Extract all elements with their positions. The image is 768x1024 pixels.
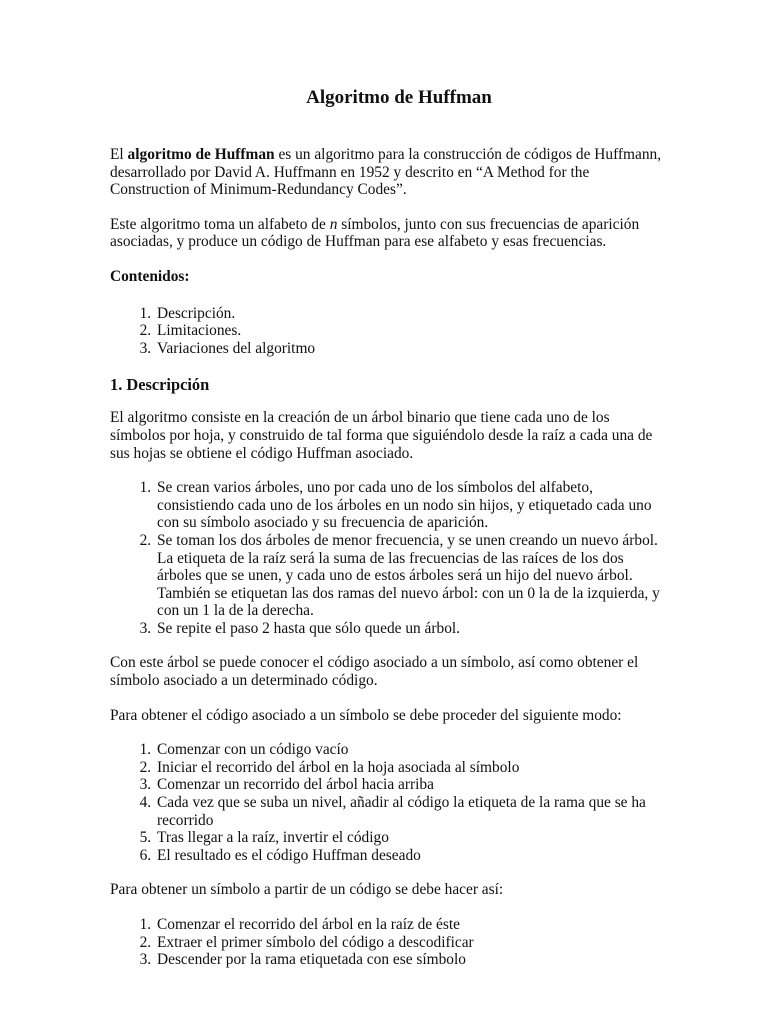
intro-p1-pre: El bbox=[110, 146, 128, 163]
decode-step: 2. Extraer el primer símbolo del código a descodificar bbox=[155, 934, 668, 952]
decode-step: 3. Descender por la rama etiquetada con ese símbolo bbox=[155, 951, 668, 969]
intro-paragraph-2 bbox=[110, 216, 668, 251]
intro-p2-post: símbolos, junto con sus frecuencias de aparición asociadas, y produce un código de Huffman para ese alfabeto y esas frecuencias. bbox=[110, 215, 640, 251]
encode-step: 3. Comenzar un recorrido del árbol hacia arriba bbox=[155, 776, 668, 794]
toc-item: 1. Descripción. bbox=[155, 305, 668, 323]
encode-step: 5. Tras llegar a la raíz, invertir el código bbox=[155, 829, 668, 847]
section1-paragraph-3: Para obtener el código asociado a un símbolo se debe proceder del siguiente modo: bbox=[110, 706, 622, 724]
algorithm-step: 3. Se repite el paso 2 hasta que sólo quede un árbol. bbox=[155, 620, 668, 638]
toc-list bbox=[110, 305, 668, 358]
toc-item: 2. Limitaciones. bbox=[155, 322, 668, 340]
encode-step: 2. Iniciar el recorrido del árbol en la hoja asociada al símbolo bbox=[155, 759, 668, 777]
section-heading-descripcion: 1. Descripción bbox=[110, 375, 210, 395]
toc-item: 3. Variaciones del algoritmo bbox=[155, 340, 668, 358]
decode-steps-list bbox=[110, 916, 668, 969]
algorithm-step: 2. Se toman los dos árboles de menor frecuencia, y se unen creando un nuevo árbol. La etiqueta de la raíz será la suma de las frecuencias de las raíces de los dos árboles que se unen, y cada uno de estos árboles será un hijo del nuevo árbol. También se etiquetan las dos ramas del nuevo árbol: con un 0 la de la izquierda, y con un 1 la de la derecha. bbox=[155, 532, 668, 620]
algorithm-steps-list bbox=[110, 479, 668, 637]
algorithm-step: 1. Se crean varios árboles, uno por cada uno de los símbolos del alfabeto, consistiendo cada uno de los árboles en un nodo sin hijos, y etiquetado cada uno con su símbolo asociado y su frecuencia de aparición. bbox=[155, 479, 668, 532]
document-title: Algoritmo de Huffman bbox=[306, 87, 492, 108]
intro-p1-bold: algoritmo de Huffman bbox=[127, 146, 275, 163]
section1-paragraph-2: Con este árbol se puede conocer el código asociado a un símbolo, así como obtener el símbolo asociado a un determinado código. bbox=[110, 654, 639, 690]
section1-paragraph-1: El algoritmo consiste en la creación de un árbol binario que tiene cada uno de los símbolos por hoja, y construido de tal forma que siguiéndolo desde la raíz a cada una de sus hojas se obtiene el código Huffman asociado. bbox=[110, 409, 653, 462]
section1-paragraph-4: Para obtener un símbolo a partir de un código se debe hacer así: bbox=[110, 881, 504, 899]
intro-paragraph-1 bbox=[110, 146, 668, 199]
encode-step: 1. Comenzar con un código vacío bbox=[155, 741, 668, 759]
toc-heading: Contenidos: bbox=[110, 267, 190, 285]
intro-p1-post: es un algoritmo para la construcción de códigos de Huffmann, desarrollado por David A. Huffmann en 1952 y descrito en “A Method for the Construction of Minimum-Redundancy Codes”. bbox=[110, 146, 662, 199]
encode-steps-list bbox=[110, 741, 668, 864]
encode-step: 6. El resultado es el código Huffman deseado bbox=[155, 847, 668, 865]
intro-p2-em: n bbox=[329, 215, 338, 233]
intro-p2-pre: Este algoritmo toma un alfabeto de bbox=[110, 215, 330, 233]
decode-step: 1. Comenzar el recorrido del árbol en la raíz de éste bbox=[155, 916, 668, 934]
encode-step: 4. Cada vez que se suba un nivel, añadir al código la etiqueta de la rama que se ha recorrido bbox=[155, 794, 668, 829]
